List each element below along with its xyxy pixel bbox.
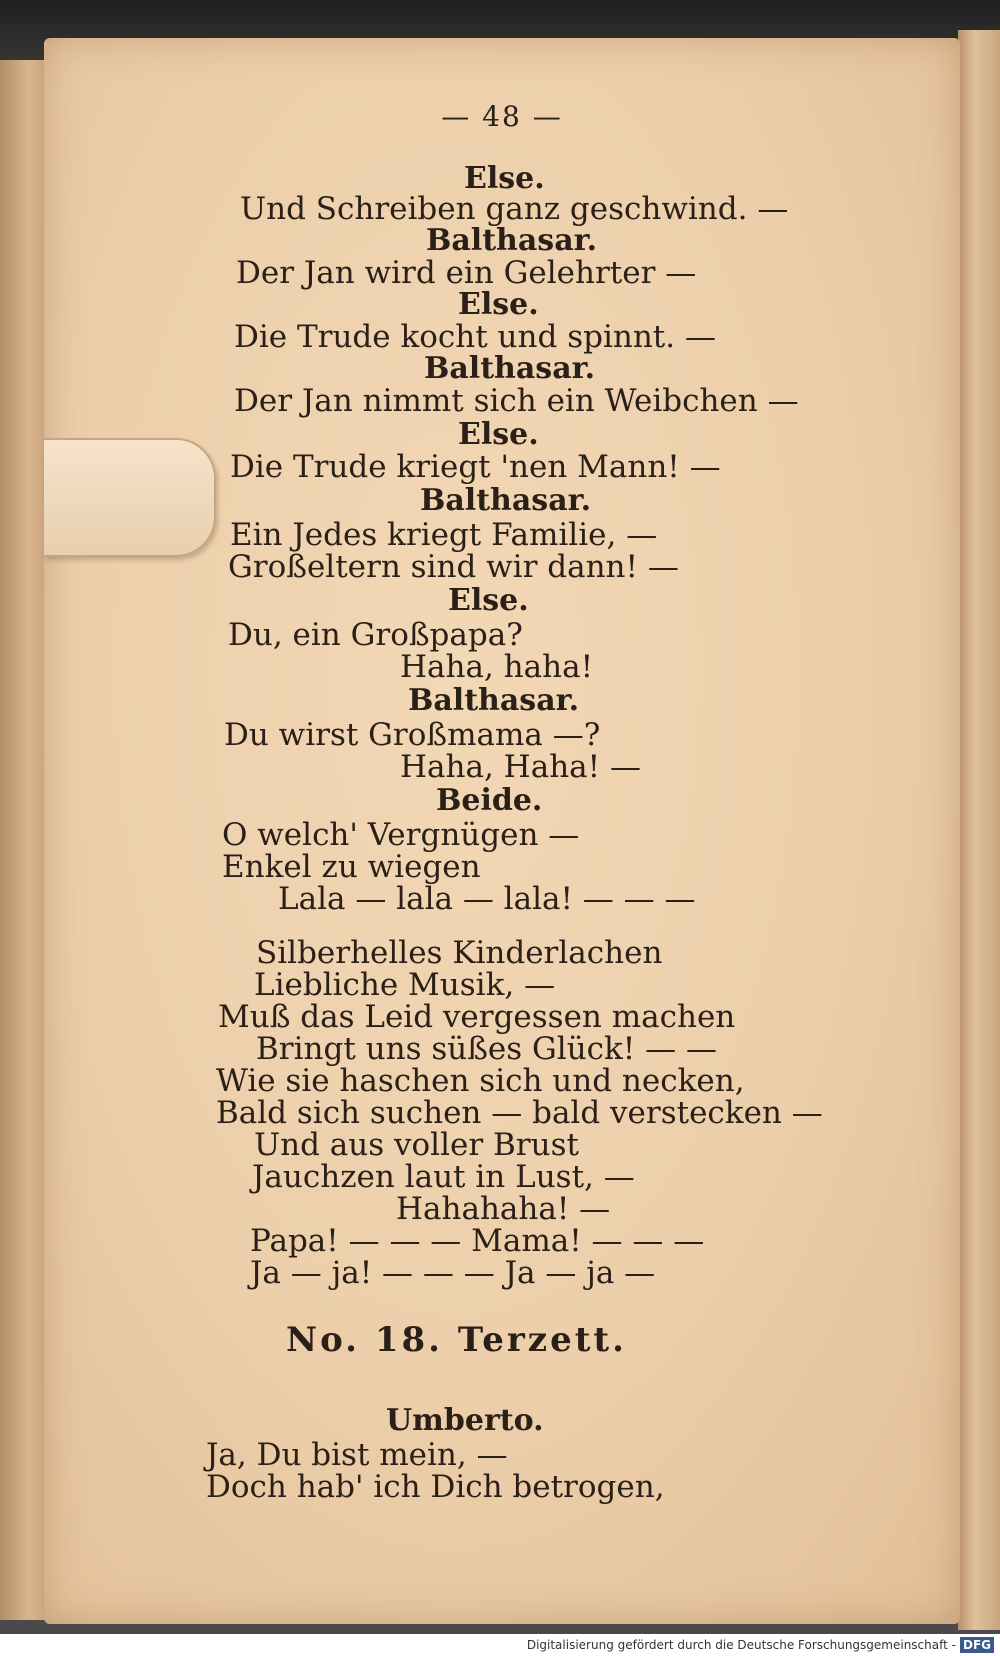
- verse-line: Der Jan wird ein Gelehrter —: [236, 255, 697, 291]
- verse-line: Und aus voller Brust: [254, 1127, 579, 1163]
- verse-line: Enkel zu wiegen: [222, 849, 481, 885]
- verse-line: Hahahaha! —: [396, 1191, 611, 1227]
- book-page: [44, 38, 960, 1624]
- verse-line: Jauchzen laut in Lust, —: [252, 1159, 635, 1195]
- speaker-label: Balthasar.: [420, 483, 592, 518]
- page-text: [44, 38, 960, 1624]
- verse-line: Ja — ja! — — — Ja — ja —: [250, 1255, 656, 1291]
- page-number: — 48 —: [441, 100, 563, 133]
- dfg-logo: DFG: [960, 1637, 994, 1653]
- verse-line: Du wirst Großmama —?: [224, 717, 601, 753]
- verse-line: Und Schreiben ganz geschwind. —: [240, 191, 789, 227]
- verse-line: Großeltern sind wir dann! —: [228, 549, 679, 585]
- verse-line: Wie sie haschen sich und necken,: [216, 1063, 745, 1099]
- speaker-label: Balthasar.: [426, 223, 598, 258]
- verse-line: Bringt uns süßes Glück! — —: [256, 1031, 717, 1067]
- digitization-footer: [0, 1634, 1000, 1656]
- verse-line: Die Trude kriegt 'nen Mann! —: [230, 449, 721, 485]
- verse-line: Die Trude kocht und spinnt. —: [234, 319, 716, 355]
- verse-line: Ein Jedes kriegt Familie, —: [230, 517, 658, 553]
- verse-line: Haha, haha!: [400, 649, 594, 685]
- speaker-label: Balthasar.: [408, 683, 580, 718]
- verse-line: Silberhelles Kinderlachen: [256, 935, 663, 971]
- verse-line: Du, ein Großpapa?: [228, 617, 523, 653]
- speaker-label: Beide.: [436, 783, 543, 818]
- verse-line: Haha, Haha! —: [400, 749, 641, 785]
- verse-line: Ja, Du bist mein, —: [206, 1437, 508, 1473]
- book-left-edge: [0, 60, 48, 1620]
- verse-line: Lala — lala — lala! — — —: [278, 881, 696, 917]
- verse-line: Papa! — — — Mama! — — —: [250, 1223, 705, 1259]
- section-heading: No. 18. Terzett.: [286, 1320, 627, 1360]
- verse-line: O welch' Vergnügen —: [222, 817, 580, 853]
- speaker-label: Else.: [458, 417, 539, 452]
- speaker-label: Else.: [464, 161, 545, 196]
- speaker-label: Balthasar.: [424, 351, 596, 386]
- footer-text: Digitalisierung gefördert durch die Deutsche Forschungsgemeinschaft -: [526, 1638, 956, 1652]
- verse-line: Der Jan nimmt sich ein Weibchen —: [234, 383, 799, 419]
- book-right-edge: [958, 30, 1000, 1630]
- speaker-label: Else.: [458, 287, 539, 322]
- verse-line: Doch hab' ich Dich betrogen,: [206, 1469, 665, 1505]
- verse-line: Bald sich suchen — bald verstecken —: [216, 1095, 823, 1131]
- verse-line: Liebliche Musik, —: [254, 967, 556, 1003]
- verse-line: Muß das Leid vergessen machen: [218, 999, 736, 1035]
- speaker-label: Umberto.: [386, 1403, 544, 1438]
- speaker-label: Else.: [448, 583, 529, 618]
